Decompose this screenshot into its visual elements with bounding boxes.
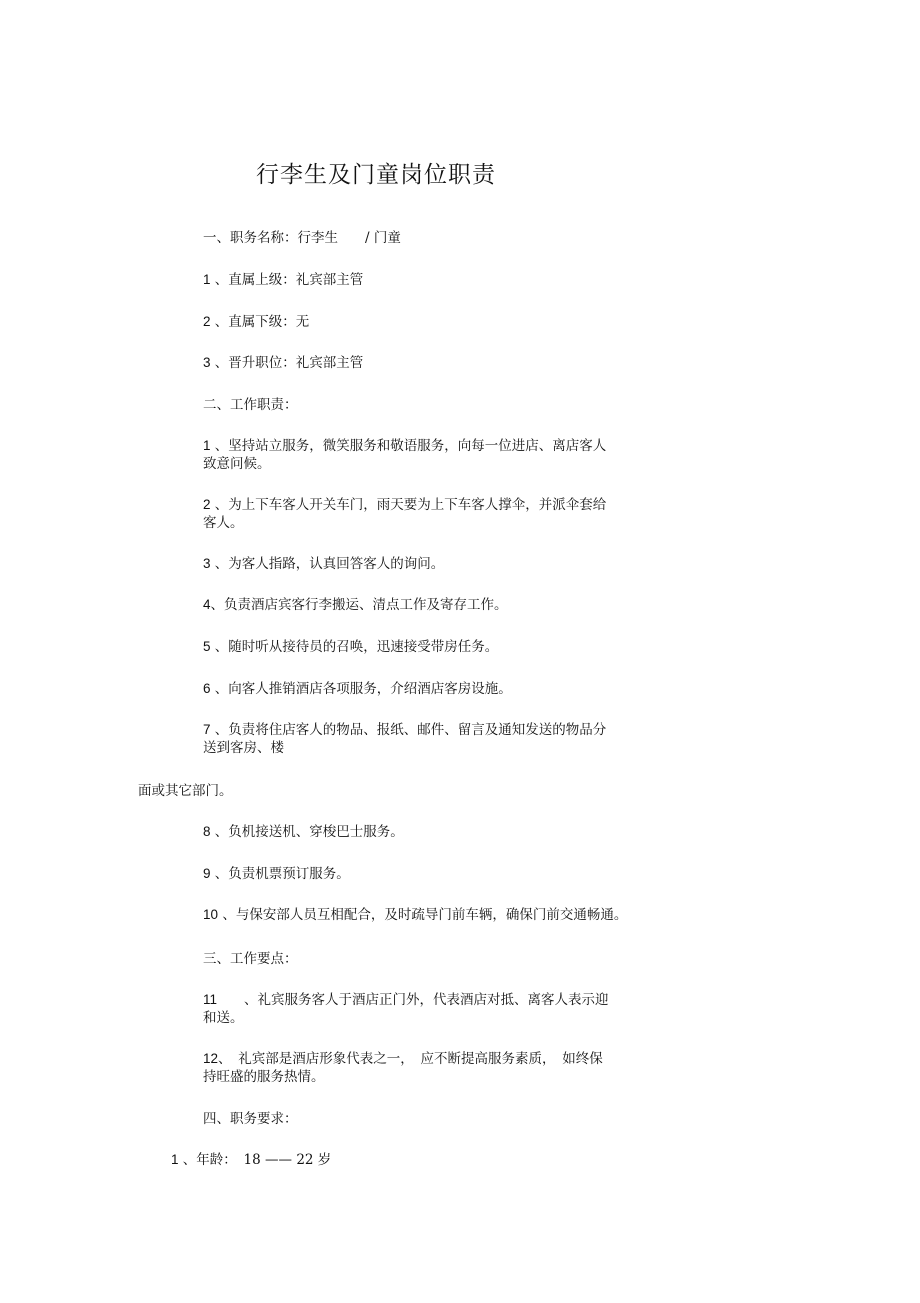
line-text: 、直属下级：无 bbox=[210, 314, 310, 330]
line-number: 10 bbox=[203, 907, 219, 922]
line-number: 3 bbox=[203, 355, 211, 370]
line-number: 3 bbox=[203, 556, 211, 571]
document-title: 行李生及门童岗位职责 bbox=[256, 162, 496, 188]
line-text: 、随时听从接待员的召唤，迅速接受带房任务。 bbox=[210, 639, 499, 655]
text-line bbox=[203, 950, 298, 968]
text-paragraph bbox=[203, 991, 615, 1027]
text-line bbox=[203, 354, 363, 372]
text-line bbox=[203, 596, 508, 614]
line-text: 、负责酒店宾客行李搬运、清点工作及寄存工作。 bbox=[210, 597, 508, 613]
text-line bbox=[203, 680, 512, 698]
text-line bbox=[203, 906, 627, 924]
line-number: 4 bbox=[203, 597, 211, 612]
line-text: 三、工作要点： bbox=[203, 951, 298, 967]
line-number: 7 bbox=[203, 722, 211, 737]
line-text: 、负责将住店客人的物品、报纸、邮件、留言及通知发送的物品分送到客房、楼 bbox=[203, 722, 607, 756]
text-line bbox=[203, 1110, 298, 1128]
line-number: 11 bbox=[203, 992, 218, 1007]
line-number: 5 bbox=[203, 639, 211, 654]
line-text: 、与保安部人员互相配合，及时疏导门前车辆，确保门前交通畅通。 bbox=[218, 907, 628, 923]
line-number: 8 bbox=[203, 824, 211, 839]
line-number: 9 bbox=[203, 866, 211, 881]
line-text: 、向客人推销酒店各项服务，介绍酒店客房设施。 bbox=[210, 681, 512, 697]
text-line bbox=[203, 823, 404, 841]
text-paragraph bbox=[203, 437, 615, 473]
line-text: 、为上下车客人开关车门，雨天要为上下车客人撑伞，并派伞套给客人。 bbox=[203, 497, 607, 531]
line-number: 1 bbox=[203, 272, 211, 287]
line-number: 12 bbox=[203, 1051, 219, 1066]
text-line bbox=[203, 271, 363, 289]
line-text: 、晋升职位：礼宾部主管 bbox=[210, 355, 364, 371]
line-number: 1 bbox=[171, 1152, 179, 1167]
line-text: 、直属上级：礼宾部主管 bbox=[210, 272, 364, 288]
line-text: 、为客人指路，认真回答客人的询问。 bbox=[210, 556, 445, 572]
text-line bbox=[203, 865, 350, 883]
line-number: 2 bbox=[203, 497, 211, 512]
text-line bbox=[203, 229, 401, 247]
text-line bbox=[203, 396, 298, 414]
line-text: 、坚持站立服务，微笑服务和敬语服务，向每一位进店、离店客人致意问候。 bbox=[203, 438, 607, 472]
line-text: 、 礼宾部是酒店形象代表之一， 应不断提高服务素质， 如终保持旺盛的服务热情。 bbox=[203, 1051, 603, 1085]
line-text: 、负责机票预订服务。 bbox=[210, 866, 350, 882]
line-text: 二、工作职责： bbox=[203, 397, 298, 413]
line-number: 2 bbox=[203, 314, 211, 329]
text-paragraph bbox=[203, 1050, 615, 1086]
text-line bbox=[203, 638, 498, 656]
line-text: 、负机接送机、穿梭巴士服务。 bbox=[210, 824, 404, 840]
line-text: 、礼宾服务客人于酒店正门外，代表酒店对抵、离客人表示迎和送。 bbox=[203, 992, 609, 1026]
line-text: 、年龄： 18 —— 22 岁 bbox=[178, 1152, 332, 1168]
text-paragraph bbox=[203, 496, 615, 532]
line-text: 面或其它部门。 bbox=[138, 783, 233, 799]
line-text: 四、职务要求： bbox=[203, 1111, 298, 1127]
text-line bbox=[171, 1151, 331, 1169]
line-number: 1 bbox=[203, 438, 211, 453]
line-text: 一、职务名称：行李生 / 门童 bbox=[203, 230, 401, 246]
line-number: 6 bbox=[203, 681, 211, 696]
text-paragraph bbox=[203, 721, 615, 757]
text-line bbox=[203, 313, 309, 331]
text-line bbox=[138, 782, 233, 800]
text-line bbox=[203, 555, 444, 573]
